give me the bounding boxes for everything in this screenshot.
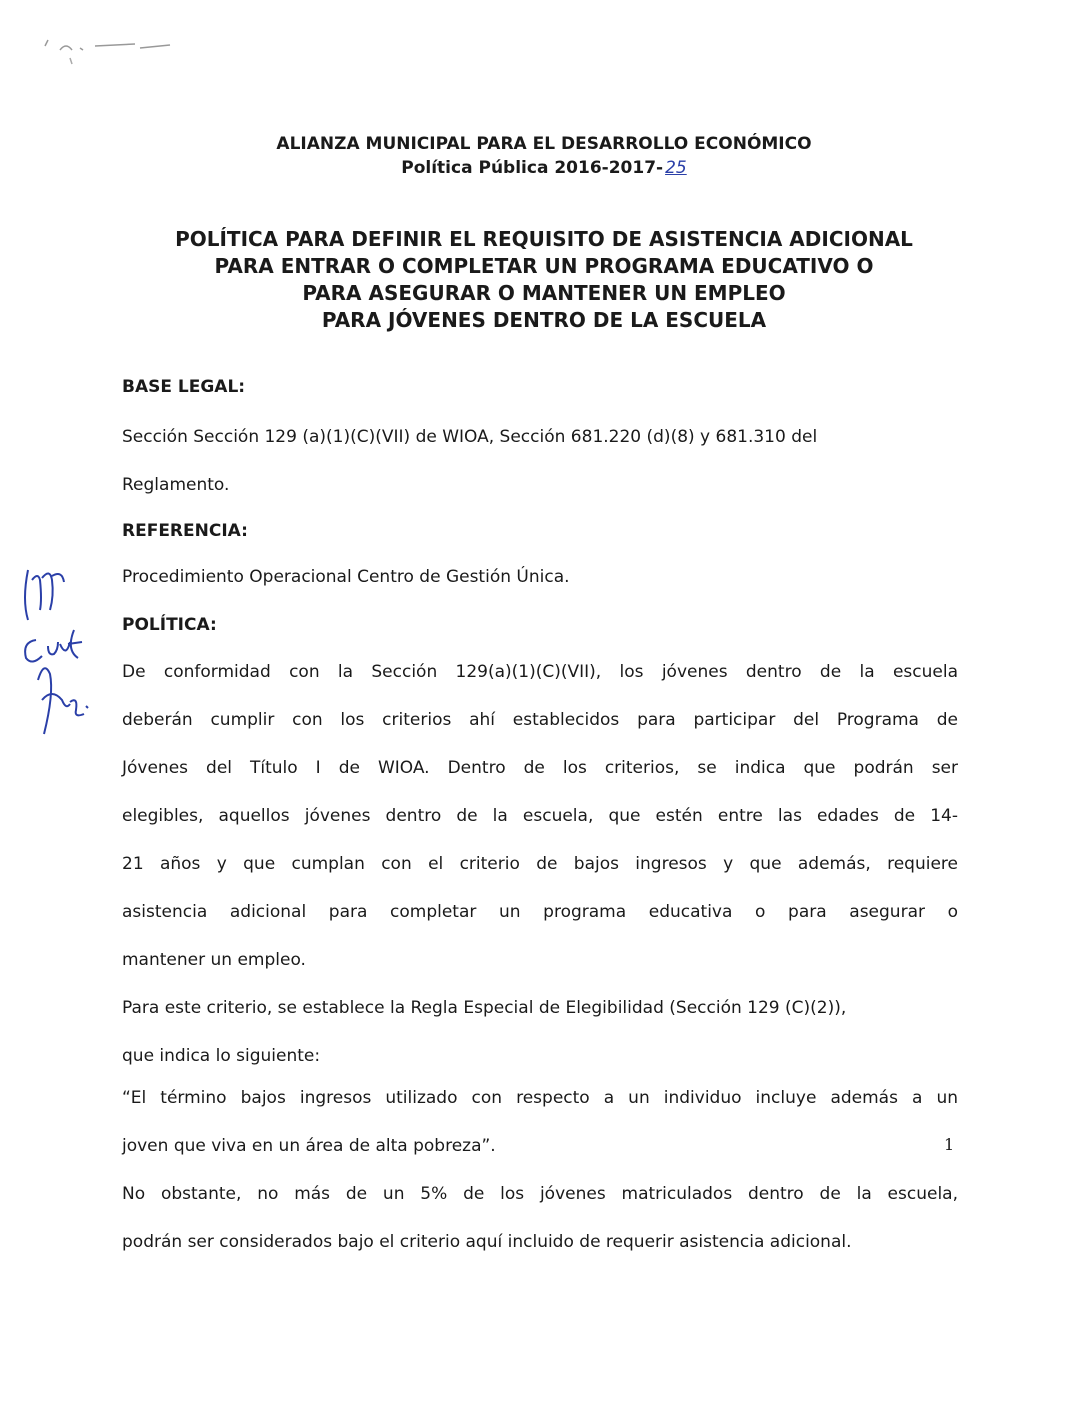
title-line-3: PARA ASEGURAR O MANTENER UN EMPLEO: [302, 281, 786, 305]
politica-heading: POLÍTICA:: [122, 615, 217, 635]
para3-line-2: podrán ser considerados bajo el criterio aquí incluido de requerir asistencia adicional.: [122, 1232, 852, 1252]
title-line-2: PARA ENTRAR O COMPLETAR UN PROGRAMA EDUCATIVO O: [214, 254, 874, 278]
quote-line-2: joven que viva en un área de alta pobreza”.: [122, 1136, 496, 1156]
base-legal-line-1: Sección Sección 129 (a)(1)(C)(VII) de WIOA, Sección 681.220 (d)(8) y 681.310 del: [122, 427, 818, 447]
para2-line-1: Para este criterio, se establece la Regla Especial de Elegibilidad (Sección 129 (C)(2)),: [122, 998, 847, 1018]
para1-line-7: mantener un empleo.: [122, 950, 306, 970]
politica-paragraph-2: [122, 984, 958, 1080]
para1-line-3: Jóvenes del Título I de WIOA. Dentro de los criterios, se indica que podrán ser: [122, 758, 958, 778]
politica-quote: [122, 1074, 958, 1170]
base-legal-text: [122, 413, 958, 509]
politica-paragraph-1: [122, 648, 958, 984]
policy-title: [0, 226, 1088, 334]
base-legal-line-2: Reglamento.: [122, 475, 230, 495]
document-header: [0, 132, 1088, 180]
politica-paragraph-3: [122, 1170, 958, 1266]
referencia-line: Procedimiento Operacional Centro de Gestión Única.: [122, 567, 570, 587]
quote-line-1: “El término bajos ingresos utilizado con respecto a un individuo incluye además a un: [122, 1088, 958, 1108]
handwritten-initials: [8, 560, 108, 760]
referencia-text: [122, 553, 958, 601]
policy-prefix: Política Pública 2016-2017-: [401, 158, 664, 178]
para1-line-4: elegibles, aquellos jóvenes dentro de la escuela, que estén entre las edades de 14-: [122, 806, 958, 826]
title-line-4: PARA JÓVENES DENTRO DE LA ESCUELA: [321, 308, 767, 332]
para1-line-5: 21 años y que cumplan con el criterio de bajos ingresos y que además, requiere: [122, 854, 958, 874]
organization-name: ALIANZA MUNICIPAL PARA EL DESARROLLO ECONÓMICO: [276, 134, 812, 154]
page-number: 1: [944, 1135, 955, 1154]
para1-line-6: asistencia adicional para completar un programa educativa o para asegurar o: [122, 902, 958, 922]
para1-line-1: De conformidad con la Sección 129(a)(1)(C)(VII), los jóvenes dentro de la escuela: [122, 662, 958, 682]
referencia-heading: REFERENCIA:: [122, 521, 248, 541]
para2-line-2: que indica lo siguiente:: [122, 1046, 321, 1066]
base-legal-heading: BASE LEGAL:: [122, 377, 246, 397]
para3-line-1: No obstante, no más de un 5% de los jóvenes matriculados dentro de la escuela,: [122, 1184, 958, 1204]
policy-number-line: [0, 156, 1088, 180]
para1-line-2: deberán cumplir con los criterios ahí establecidos para participar del Programa de: [122, 710, 958, 730]
title-line-1: POLÍTICA PARA DEFINIR EL REQUISITO DE ASISTENCIA ADICIONAL: [175, 227, 913, 251]
scan-mark: [40, 28, 200, 68]
policy-number-handwritten: 25: [665, 158, 687, 178]
